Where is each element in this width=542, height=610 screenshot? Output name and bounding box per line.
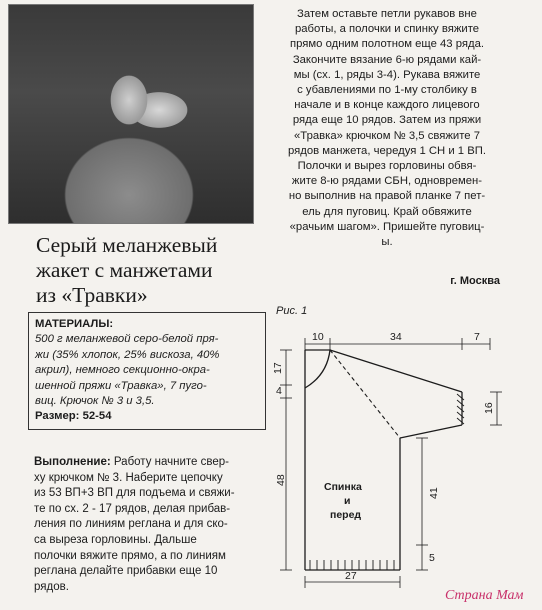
instructions-line: прямо одним полотном еще 43 ряда. bbox=[289, 38, 485, 51]
dim-right-41: 41 bbox=[428, 487, 440, 499]
instructions-line: ху крючком № 3. Наберите цепочку bbox=[34, 471, 223, 484]
instructions-line: ы. bbox=[381, 236, 393, 249]
instructions-line: ления по линиям реглана и для ско- bbox=[34, 518, 228, 531]
instructions-line: ряда еще 10 рядов. Затем из пряжи bbox=[292, 114, 482, 127]
instructions-right bbox=[271, 7, 503, 250]
instructions-lead: Выполнение: bbox=[34, 456, 111, 468]
instructions-line: «Травка» крючком № 3,5 свяжите 7 bbox=[294, 129, 480, 142]
instructions-line: Полочки и вырез горловины обвя- bbox=[297, 160, 477, 173]
instructions-line: те по сх. 2 - 17 рядов, делая прибав- bbox=[34, 502, 231, 515]
instructions-line: жите 8-ю рядами СБН, одновремен- bbox=[291, 175, 483, 188]
instructions-line: са выреза горловины. Дальше bbox=[34, 533, 197, 546]
instructions-line: рядов манжета, чередуя 1 СН и 1 ВП. bbox=[287, 144, 487, 157]
materials-box bbox=[28, 312, 266, 430]
materials-line: шенной пряжи «Травка», 7 пуго- bbox=[35, 379, 207, 392]
materials-line: акрил), немного секционно-окра- bbox=[35, 364, 210, 377]
instructions-line: из 53 ВП+3 ВП для подъема и свяжи- bbox=[34, 487, 235, 500]
instructions-line: Работу начните свер- bbox=[110, 456, 229, 468]
instructions-line: мы (сх. 1, ряды 3-4). Рукава вяжите bbox=[293, 68, 481, 81]
title-line: Серый меланжевый bbox=[36, 233, 218, 257]
dim-right-16: 16 bbox=[483, 402, 495, 414]
instructions-line: рядов. bbox=[34, 580, 69, 593]
piece-label: Спинка bbox=[324, 481, 362, 493]
title-line: жакет с манжетами bbox=[36, 258, 213, 282]
instructions-line: Затем оставьте петли рукавов вне bbox=[297, 8, 477, 20]
instructions-line: ель для пуговиц. Край обвяжите bbox=[302, 205, 472, 218]
figure-label: Рис. 1 bbox=[276, 305, 308, 317]
instructions-line: «рачьим шагом». Пришейте пуговиц- bbox=[289, 220, 485, 233]
instructions-line: полочки вяжите прямо, а по линиям bbox=[34, 549, 226, 562]
instructions-line: Закончите вязание 6-ю рядами кай- bbox=[292, 53, 482, 66]
dim-bottom: 27 bbox=[345, 570, 357, 582]
instructions-line: но выполнив на правой планке 7 пет- bbox=[288, 190, 486, 203]
size-line: Размер: 52-54 bbox=[35, 410, 112, 423]
dim-top-mid: 34 bbox=[390, 331, 402, 343]
instructions-line: с убавлениями по 1-му столбику в bbox=[297, 84, 477, 97]
dim-left-48: 48 bbox=[275, 474, 287, 486]
instructions-line: начале и в конце каждого лицевого bbox=[294, 99, 480, 112]
piece-label: перед bbox=[330, 509, 362, 521]
instructions-left bbox=[34, 455, 256, 595]
article-title bbox=[36, 233, 261, 308]
dim-top-left: 10 bbox=[312, 331, 324, 343]
materials-line: виц. Крючок № 3 и 3,5. bbox=[35, 395, 155, 408]
dim-left-17: 17 bbox=[272, 362, 284, 374]
instructions-line: реглана делайте прибавки еще 10 bbox=[34, 565, 218, 578]
title-line: из «Травки» bbox=[36, 283, 148, 307]
dim-right-5: 5 bbox=[429, 552, 435, 564]
materials-heading: МАТЕРИАЛЫ: bbox=[35, 318, 114, 330]
dim-left-4: 4 bbox=[276, 385, 282, 397]
pattern-diagram bbox=[272, 320, 502, 590]
materials-line: жи (35% хлопок, 25% вискоза, 40% bbox=[35, 348, 220, 361]
author-city: г. Москва bbox=[450, 275, 500, 287]
site-watermark: Страна Мам bbox=[445, 588, 524, 603]
materials-line: 500 г меланжевой серо-белой пря- bbox=[35, 333, 219, 346]
dim-top-right: 7 bbox=[474, 331, 480, 343]
piece-label: и bbox=[344, 495, 351, 507]
model-photo bbox=[8, 4, 254, 224]
instructions-line: работы, а полочки и спинку вяжите bbox=[294, 23, 480, 36]
